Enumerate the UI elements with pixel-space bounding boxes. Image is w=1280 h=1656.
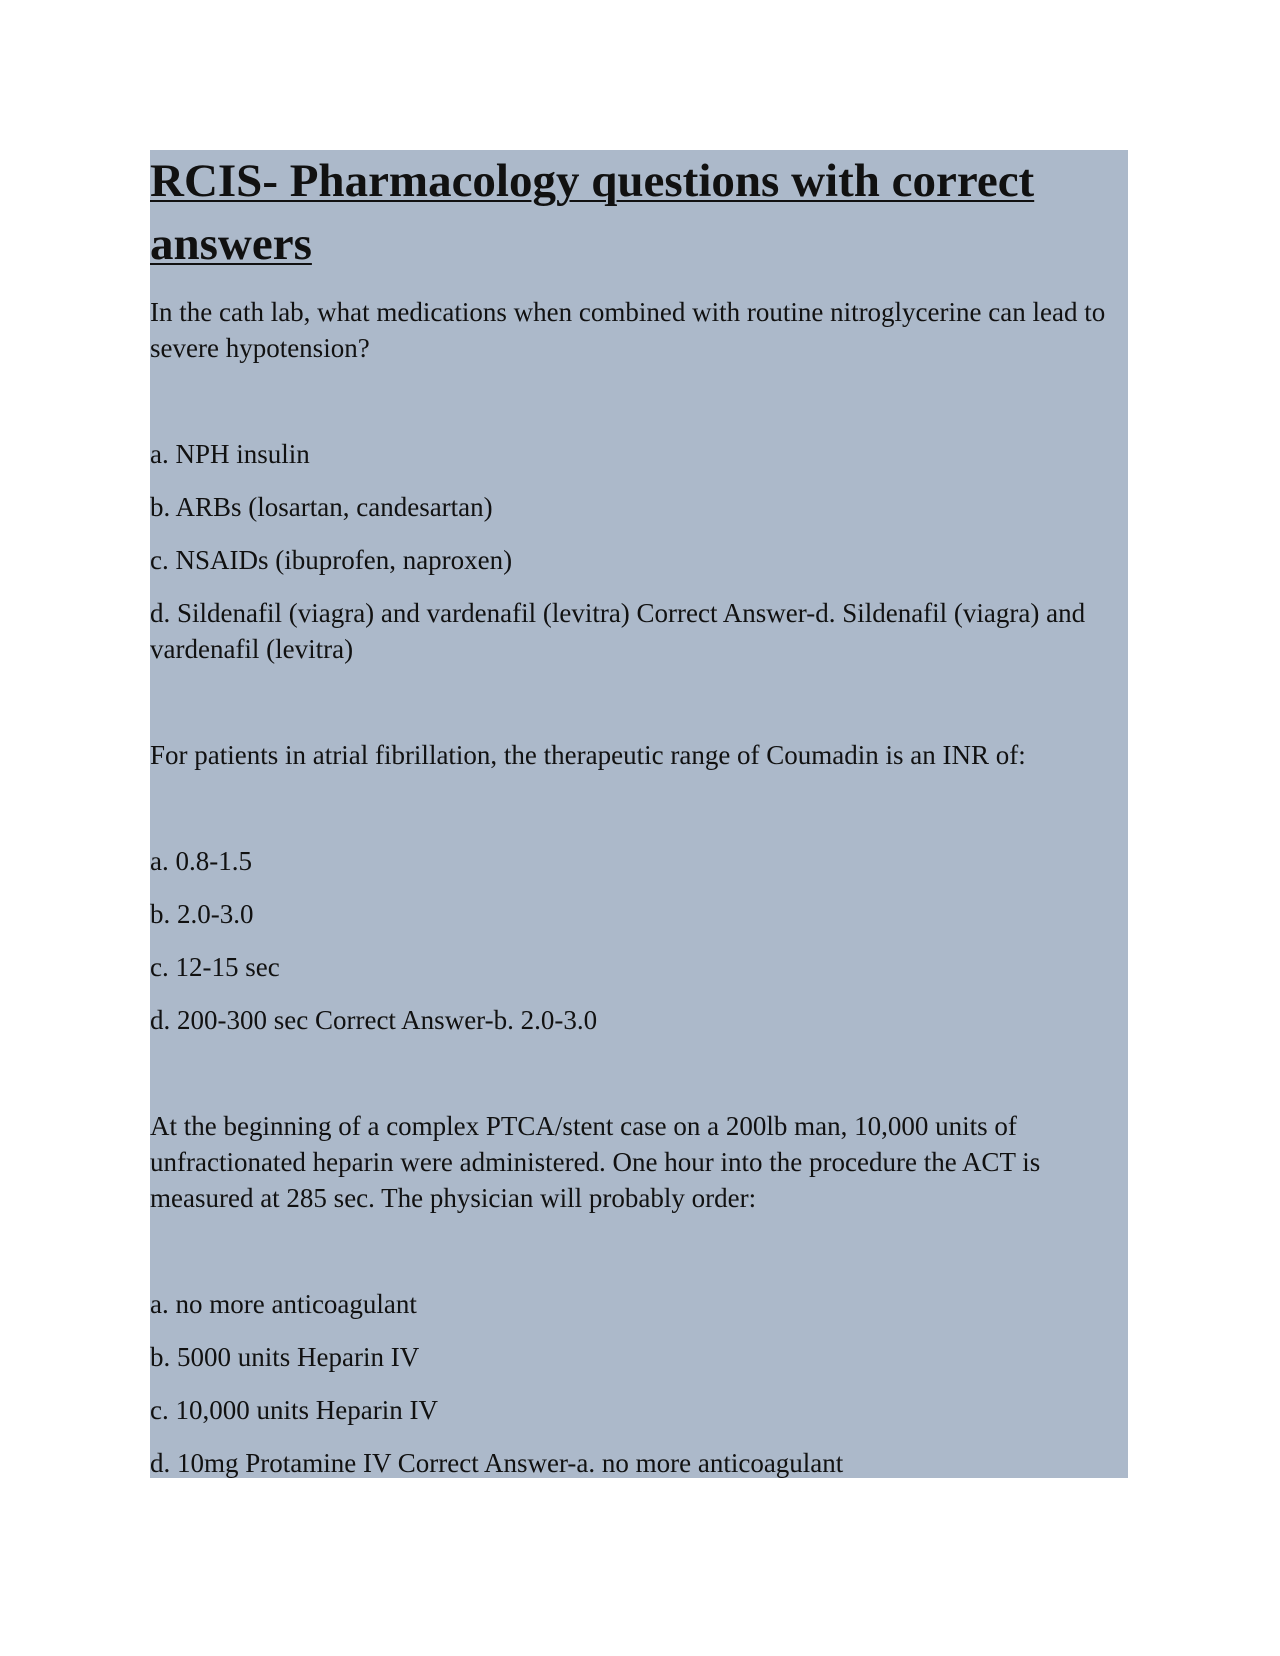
option-1c: c. NSAIDs (ibuprofen, naproxen) — [150, 545, 513, 575]
highlighted-content-block — [150, 150, 1128, 1478]
option-2c: c. 12-15 sec — [150, 952, 280, 982]
option-2d: d. 200-300 sec Correct Answer-b. 2.0-3.0 — [150, 1005, 598, 1035]
option-2a: a. 0.8-1.5 — [150, 846, 252, 876]
document-title: RCIS- Pharmacology questions with correct answers — [150, 155, 1035, 270]
question-text-2: For patients in atrial fibrillation, the therapeutic range of Coumadin is an INR of: — [150, 740, 1026, 770]
option-3a: a. no more anticoagulant — [150, 1289, 417, 1319]
option-1a: a. NPH insulin — [150, 439, 310, 469]
option-3c: c. 10,000 units Heparin IV — [150, 1395, 438, 1425]
question-block-2 — [150, 737, 1120, 1038]
question-text-1: In the cath lab, what medications when combined with routine nitroglycerine can lead to severe hypotension? — [150, 297, 1106, 363]
question-block-3 — [150, 1108, 1120, 1481]
document-text — [150, 150, 1120, 1481]
question-block-1 — [150, 294, 1120, 667]
question-text-3: At the beginning of a complex PTCA/stent case on a 200lb man, 10,000 units of unfractionated heparin were administered. One hour into the procedure the ACT is measured at 285 sec. The physician will probably order: — [150, 1111, 1041, 1213]
option-1d: d. Sildenafil (viagra) and vardenafil (levitra) Correct Answer-d. Sildenafil (viagra) and vardenafil (levitra) — [150, 598, 1086, 664]
option-3d: d. 10mg Protamine IV Correct Answer-a. no more anticoagulant — [150, 1448, 844, 1478]
option-1b: b. ARBs (losartan, candesartan) — [150, 492, 493, 522]
option-3b: b. 5000 units Heparin IV — [150, 1342, 420, 1372]
option-2b: b. 2.0-3.0 — [150, 899, 254, 929]
